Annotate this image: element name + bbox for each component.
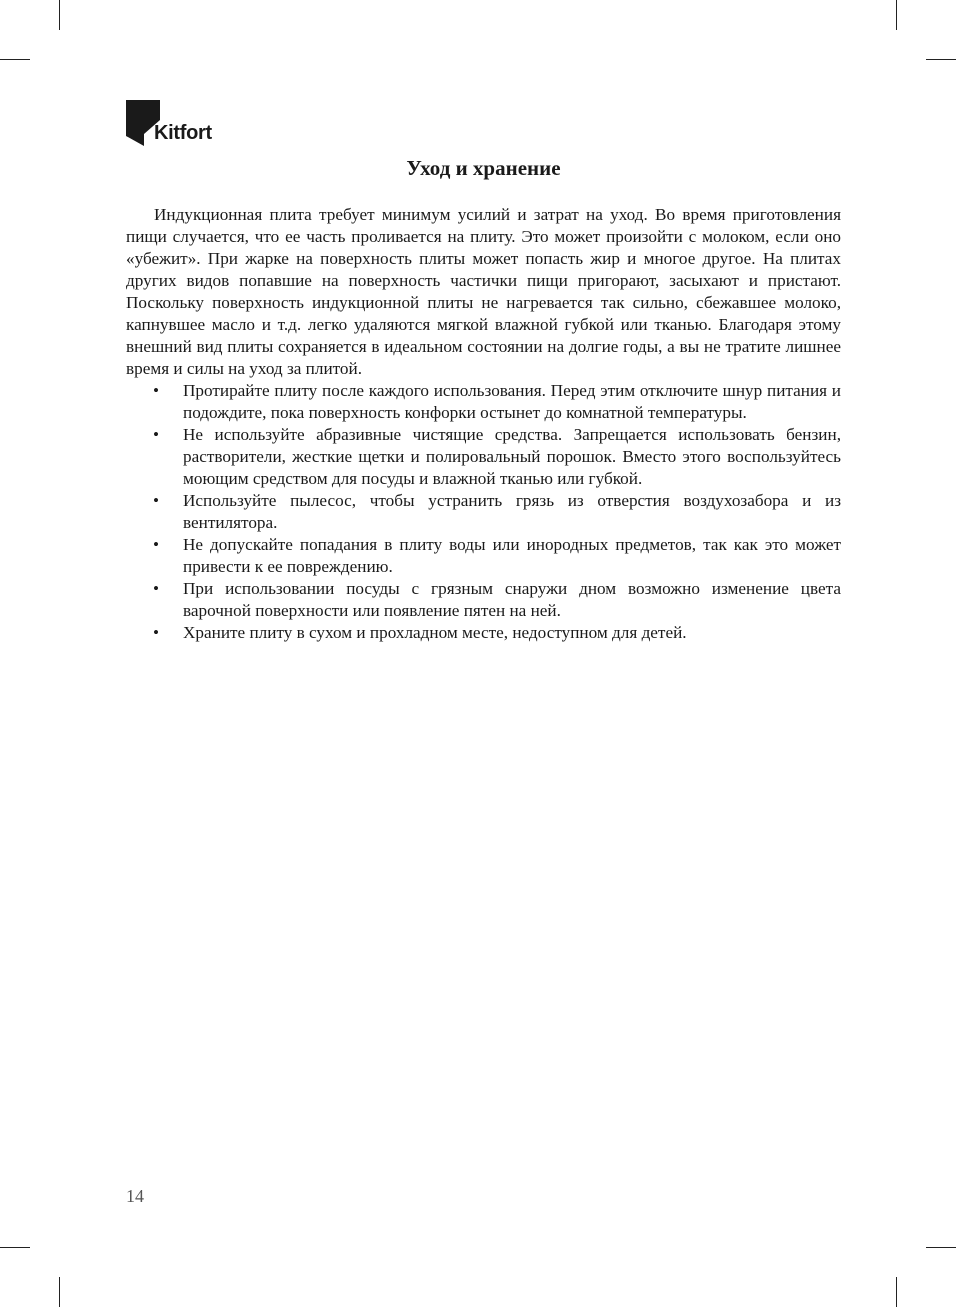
crop-mark-top-left-vertical: [59, 0, 60, 30]
bullet-icon: •: [153, 491, 160, 510]
intro-paragraph: Индукционная плита требует минимум усилий и затрат на уход. Во время приготовления пищи случается, что ее часть проливается на плиту. Это может произойти с молоком, если оно «убежит». При жарке на поверхность плиты может попасть жир и многое другое. На плитах других видов попавшие на поверхность частички пищи пригорают, засыхают и пристают. Поскольку поверхность индукционной плиты не нагревается так сильно, сбежавшее молоко, капнувшее масло и т.д. легко удаляются мягкой влажной губкой или тканью. Благодаря этому внешний вид плиты сохраняется в идеальном состоянии на долгие годы, а вы не тратите лишнее время и силы на уход за плитой.: [126, 205, 841, 378]
crop-mark-bottom-right-horizontal: [926, 1247, 956, 1248]
list-item-text: Используйте пылесос, чтобы устранить грязь из отверстия воздухозабора и из вентилятора.: [183, 491, 841, 532]
crop-mark-bottom-right-vertical: [896, 1277, 897, 1307]
list-item: [126, 380, 841, 424]
kitfort-logo: [126, 100, 226, 148]
crop-mark-bottom-left-vertical: [59, 1277, 60, 1307]
crop-mark-top-right-vertical: [896, 0, 897, 30]
list-item: [126, 424, 841, 490]
bullet-icon: •: [153, 623, 160, 642]
section-content: [126, 204, 841, 644]
crop-mark-top-left-horizontal: [0, 59, 30, 60]
logo-text: Kitfort: [154, 122, 212, 144]
bullet-icon: •: [153, 579, 160, 598]
bullet-icon: •: [153, 381, 160, 400]
care-instructions-list: [126, 380, 841, 644]
crop-mark-top-right-horizontal: [926, 59, 956, 60]
list-item-text: Храните плиту в сухом и прохладном месте, недоступном для детей.: [183, 623, 687, 642]
list-item: [126, 622, 841, 644]
list-item-text: При использовании посуды с грязным снаружи дном возможно изменение цвета варочной поверхности или появление пятен на ней.: [183, 579, 841, 620]
list-item: [126, 534, 841, 578]
section-title: Уход и хранение: [406, 156, 561, 180]
list-item: [126, 490, 841, 534]
page-number: 14: [126, 1186, 144, 1206]
list-item-text: Не используйте абразивные чистящие средства. Запрещается использовать бензин, растворители, жесткие щетки и полировальный порошок. Вместо этого воспользуйтесь моющим средством для посуды и влажной тканью или губкой.: [183, 425, 841, 488]
list-item-text: Не допускайте попадания в плиту воды или инородных предметов, так как это может привести к ее повреждению.: [183, 535, 841, 576]
list-item-text: Протирайте плиту после каждого использования. Перед этим отключите шнур питания и подождите, пока поверхность конфорки остынет до комнатной температуры.: [183, 381, 841, 422]
bullet-icon: •: [153, 425, 160, 444]
list-item: [126, 578, 841, 622]
bullet-icon: •: [153, 535, 160, 554]
crop-mark-bottom-left-horizontal: [0, 1247, 30, 1248]
